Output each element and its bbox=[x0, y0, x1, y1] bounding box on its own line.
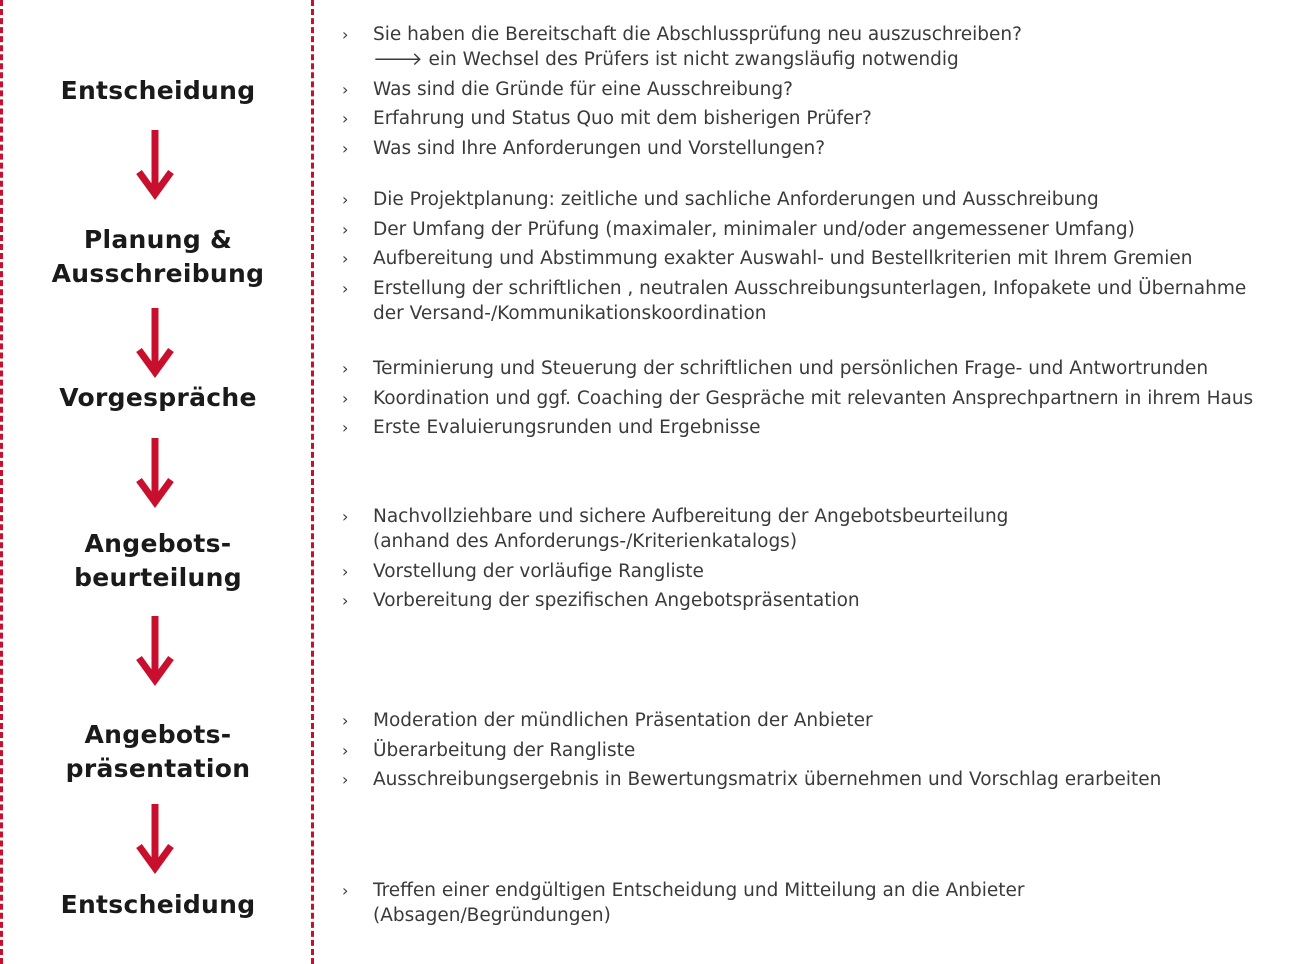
list-item-text: Terminierung und Steuerung der schriftlichen und persönlichen Frage- und Antwortrunden bbox=[373, 358, 1209, 379]
bullet-chevron-icon: › bbox=[342, 418, 349, 437]
list-item-text: Nachvollziehbare und sichere Aufbereitung der Angebotsbeurteilung bbox=[373, 506, 1009, 527]
list-item bbox=[340, 559, 1290, 584]
list-item-text: Vorbereitung der spezifischen Angebotspräsentation bbox=[373, 590, 860, 611]
list-item bbox=[340, 276, 1290, 326]
list-item bbox=[340, 708, 1290, 733]
stage-label-line-2: Ausschreibung bbox=[51, 259, 265, 288]
list-item bbox=[340, 415, 1290, 440]
down-arrow-icon bbox=[134, 802, 176, 874]
bullet-chevron-icon: › bbox=[342, 711, 349, 730]
list-item-text: Ausschreibungsergebnis in Bewertungsmatrix übernehmen und Vorschlag erarbeiten bbox=[373, 769, 1162, 790]
list-item bbox=[340, 767, 1290, 792]
stage-planung-ausschreibung bbox=[20, 223, 296, 291]
left-dashed-divider bbox=[0, 0, 3, 964]
list-item-text: Sie haben die Bereitschaft die Abschlussprüfung neu auszuschreiben? bbox=[373, 24, 1022, 45]
stage-label: Vorgespräche bbox=[59, 383, 257, 412]
list-item bbox=[340, 106, 1290, 131]
list-item-text: Die Projektplanung: zeitliche und sachliche Anforderungen und Ausschreibung bbox=[373, 189, 1099, 210]
list-item bbox=[340, 22, 1290, 72]
bullet-chevron-icon: › bbox=[342, 388, 349, 408]
stage-label: Entscheidung bbox=[60, 76, 256, 105]
stage-entscheidung-end bbox=[20, 888, 296, 922]
bullet-chevron-icon: › bbox=[342, 740, 349, 760]
bullet-chevron-icon: › bbox=[342, 249, 349, 268]
bullet-chevron-icon: › bbox=[342, 219, 349, 239]
stage-label-line-1: Planung & bbox=[83, 225, 233, 254]
bullet-group-entscheidung-end bbox=[340, 878, 1290, 933]
stage-label: Entscheidung bbox=[60, 890, 256, 919]
down-arrow-icon bbox=[134, 128, 176, 200]
list-item-subtext: der Versand-/Kommunikationskoordination bbox=[373, 302, 767, 324]
list-item bbox=[340, 246, 1290, 271]
list-item-text: Aufbereitung und Abstimmung exakter Auswahl- und Bestellkriterien mit Ihrem Gremien bbox=[373, 248, 1193, 269]
stage-label-line-1: Angebots- bbox=[84, 720, 232, 749]
list-item-text: Erstellung der schriftlichen , neutralen Ausschreibungsunterlagen, Infopakete und Übernahme bbox=[373, 277, 1247, 299]
list-item-text: Erfahrung und Status Quo mit dem bisherigen Prüfer? bbox=[373, 108, 872, 129]
bullet-group-angebotsbeurteilung bbox=[340, 504, 1290, 618]
list-item-text: Moderation der mündlichen Präsentation der Anbieter bbox=[373, 710, 873, 731]
down-arrow-icon bbox=[134, 306, 176, 378]
bullet-chevron-icon: › bbox=[342, 881, 349, 900]
center-dashed-divider bbox=[311, 0, 314, 964]
list-item-text: Vorstellung der vorläufige Rangliste bbox=[373, 560, 704, 582]
bullet-group-planung bbox=[340, 187, 1290, 330]
stage-entscheidung-start bbox=[20, 74, 296, 108]
list-item-subtext: (anhand des Anforderungs-/Kriterienkatalogs) bbox=[373, 531, 798, 552]
bullet-group-entscheidung-start bbox=[340, 22, 1290, 165]
list-item-text: Der Umfang der Prüfung (maximaler, minimaler und/oder angemessener Umfang) bbox=[373, 218, 1135, 240]
list-item bbox=[340, 77, 1290, 102]
bullet-chevron-icon: › bbox=[342, 561, 349, 581]
stage-label-line-2: präsentation bbox=[65, 754, 251, 783]
bullet-chevron-icon: › bbox=[342, 25, 349, 44]
list-item bbox=[340, 386, 1290, 411]
stage-angebotsbeurteilung bbox=[20, 527, 296, 595]
list-item bbox=[340, 738, 1290, 763]
bullet-chevron-icon: › bbox=[342, 278, 349, 298]
stage-label-line-2: beurteilung bbox=[74, 563, 242, 592]
list-item-text: Koordination und ggf. Coaching der Gespräche mit relevanten Ansprechpartnern in ihrem Haus bbox=[373, 387, 1254, 409]
list-item bbox=[340, 878, 1290, 928]
list-item bbox=[340, 588, 1290, 613]
list-item-text: Treffen einer endgültigen Entscheidung und Mitteilung an die Anbieter bbox=[373, 880, 1025, 901]
list-item bbox=[340, 136, 1290, 161]
bullet-chevron-icon: › bbox=[342, 507, 349, 526]
bullet-chevron-icon: › bbox=[342, 138, 349, 158]
bullet-chevron-icon: › bbox=[342, 109, 349, 128]
bullet-chevron-icon: › bbox=[342, 770, 349, 789]
bullet-chevron-icon: › bbox=[342, 190, 349, 209]
list-item-subtext: (Absagen/Begründungen) bbox=[373, 905, 611, 926]
bullet-chevron-icon: › bbox=[342, 79, 349, 99]
list-item-text: Was sind Ihre Anforderungen und Vorstellungen? bbox=[373, 137, 826, 159]
list-item bbox=[340, 504, 1290, 554]
stage-label-line-1: Angebots- bbox=[84, 529, 232, 558]
bullet-chevron-icon: › bbox=[342, 591, 349, 610]
list-item bbox=[340, 217, 1290, 242]
list-item-text: Was sind die Gründe für eine Ausschreibung? bbox=[373, 78, 793, 100]
list-item-subtext: 🡒 ein Wechsel des Prüfers ist nicht zwangsläufig notwendig bbox=[373, 49, 959, 70]
list-item-text: Erste Evaluierungsrunden und Ergebnisse bbox=[373, 417, 761, 438]
bullet-group-vorgespraeche bbox=[340, 356, 1290, 445]
stage-angebotspraesentation bbox=[20, 718, 296, 786]
down-arrow-icon bbox=[134, 614, 176, 686]
bullet-group-angebotspraesentation bbox=[340, 708, 1290, 797]
bullet-chevron-icon: › bbox=[342, 359, 349, 378]
list-item-text: Überarbeitung der Rangliste bbox=[373, 739, 636, 761]
list-item bbox=[340, 187, 1290, 212]
list-item bbox=[340, 356, 1290, 381]
stage-vorgespraeche bbox=[20, 381, 296, 415]
down-arrow-icon bbox=[134, 436, 176, 508]
